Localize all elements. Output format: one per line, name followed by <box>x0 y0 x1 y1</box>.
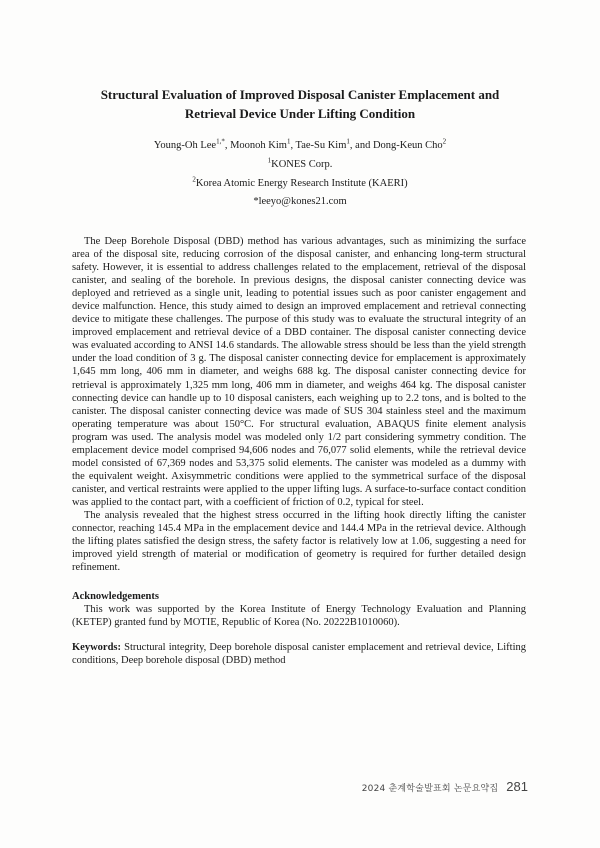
keywords-label: Keywords: <box>72 642 121 653</box>
author-superscript: 1,* <box>216 137 225 146</box>
affiliation-superscript: 2 <box>192 175 196 184</box>
abstract-paragraph-1: The Deep Borehole Disposal (DBD) method has various advantages, such as minimizing the surface area of the disposal site, reducing corrosion of the disposal canister, and enhancing long-term structural safety. However, it is essential to address challenges related to the emplacement, retrieval of the disposal canister, and sealing of the borehole. In previous designs, the disposal canister connecting device was deployed and retrieved as a single unit, leading to potential issues such as poor canister engagement and device malfunction. Hence, this study aimed to design an improved emplacement and retrieval connecting device to mitigate these challenges. The purpose of this study was to evaluate the structural integrity of an improved emplacement and retrieval device of a DBD container. The disposal canister connecting device was evaluated according to ANSI 14.6 standards. The allowable stress should be less than the yield strength under the load condition of 3 g. The disposal canister connecting device for emplacement is approximately 1,645 mm long, 406 mm in diameter, and weighs 688 kg. The disposal canister connecting device for retrieval is approximately 1,325 mm long, 406 mm in diameter, and weighs 464 kg. The disposal canister connecting device can handle up to 10 disposal canisters, each weighing up to 2.2 tons, and is bolted to the canister. The disposal canister connecting device was made of SUS 304 stainless steel and the maximum operating temperature was about 150°C. For structural evaluation, ABAQUS finite element analysis program was used. The analysis model was modeled only 1/2 part considering symmetry condition. The emplacement device model comprised 94,606 nodes and 76,077 solid elements, while the retrieval device model consisted of 67,369 nodes and 53,375 solid elements. The canister was modeled as a dummy with the equivalent weight. Axisymmetric conditions were applied to the symmetrical surface of the disposal canister, and vertical restraints were applied to the upper lifting lugs. A surface-to-surface contact condition was applied to the contact part, with a coefficient of friction of 0.2, typical for steel. <box>72 236 526 508</box>
author-superscript: 2 <box>442 137 447 146</box>
author-list <box>60 139 540 153</box>
page-footer <box>362 779 528 794</box>
title-line-2: Retrieval Device Under Lifting Condition <box>184 106 416 121</box>
conference-name: 2024 춘계학술발표회 논문요약집 <box>361 784 499 794</box>
author-superscript: 1 <box>346 137 350 146</box>
affiliation-1 <box>60 158 540 172</box>
affiliation-superscript: 1 <box>267 156 272 165</box>
title-line-1: Structural Evaluation of Improved Disposal Canister Emplacement and <box>100 87 500 102</box>
acknowledgements-heading: Acknowledgements <box>72 591 159 602</box>
author-separator: , <box>224 140 231 151</box>
author-name: Moonoh Kim <box>230 140 287 151</box>
abstract <box>72 235 526 574</box>
author-separator: , <box>290 140 296 151</box>
affiliation-2 <box>60 177 540 191</box>
author-separator: , and <box>349 140 373 151</box>
author-name: Young-Oh Lee <box>153 140 217 151</box>
abstract-paragraph-2: The analysis revealed that the highest stress occurred in the lifting hook directly lifting the canister connector, reaching 145.4 MPa in the emplacement device and 144.4 MPa in the retrieval device. Although the lifting plates satisfied the design stress, the safety factor is relatively low at 1.06, suggesting a need for improved yield strength of material or modification of geometry is required for further detailed design refinement. <box>72 509 526 574</box>
keywords-text: Structural integrity, Deep borehole disposal canister emplacement and retrieval device, Lifting conditions, Deep borehole disposal (DBD) method <box>72 642 526 666</box>
author-superscript: 1 <box>286 137 291 146</box>
page-number: 281 <box>506 779 528 794</box>
corresponding-email: *leeyo@kones21.com <box>253 196 347 207</box>
acknowledgements-body: This work was supported by the Korea Institute of Energy Technology Evaluation and Planning (KETEP) granted fund by MOTIE, Republic of Korea (No. 20222B1010060). <box>72 604 526 628</box>
author-name: Dong-Keun Cho <box>372 140 443 151</box>
keywords <box>72 641 526 667</box>
affiliation-name: Korea Atomic Energy Research Institute (KAERI) <box>195 178 408 189</box>
affiliation-name: KONES Corp. <box>271 159 333 170</box>
paper-title <box>60 85 540 123</box>
author-name: Tae-Su Kim <box>295 140 347 151</box>
